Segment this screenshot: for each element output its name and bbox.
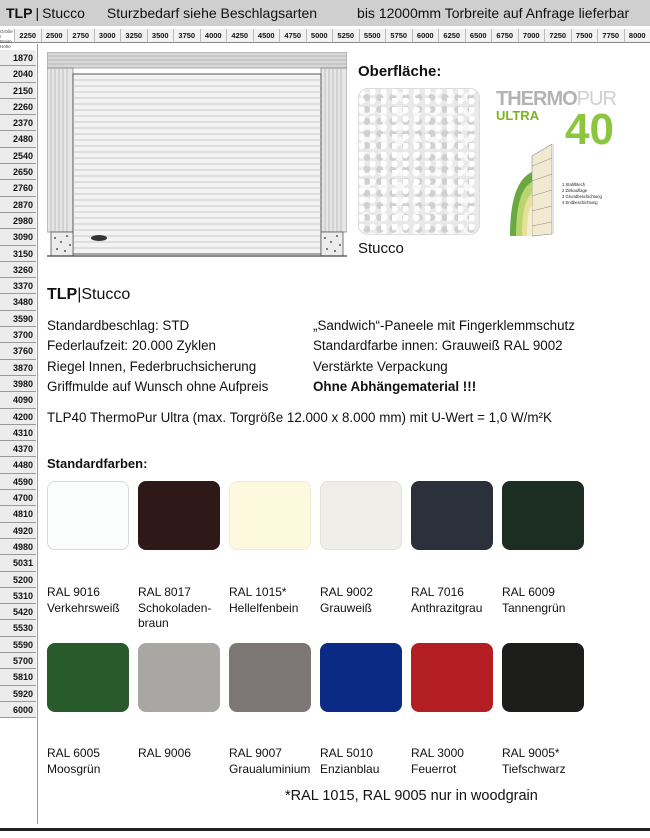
height-cell: 2540 xyxy=(0,148,36,164)
color-swatch xyxy=(229,481,311,550)
product-code: TLP xyxy=(47,286,78,303)
height-cell: 3150 xyxy=(0,246,36,262)
spec-sandwich-panels: „Sandwich“-Paneele mit Fingerklemmschutz xyxy=(313,318,575,333)
color-label xyxy=(502,585,565,616)
height-cell: 3760 xyxy=(0,343,36,359)
width-cell: 8000 xyxy=(624,29,650,43)
width-cell: 4500 xyxy=(253,29,280,43)
stucco-surface-sample xyxy=(358,88,480,235)
color-name: Tiefschwarz xyxy=(502,761,566,776)
color-label xyxy=(320,746,379,777)
color-swatch xyxy=(411,481,493,550)
layer-2-label: 2 Zinkauflage xyxy=(562,188,588,193)
width-cell: 6250 xyxy=(438,29,465,43)
width-cell: 4250 xyxy=(226,29,253,43)
width-cell: 2500 xyxy=(41,29,68,43)
color-code: RAL 7016 xyxy=(411,585,464,599)
height-cell: 3870 xyxy=(0,360,36,376)
color-label xyxy=(47,585,120,616)
color-swatch xyxy=(320,481,402,550)
height-cell: 4980 xyxy=(0,539,36,555)
color-name: Schokoladen- braun xyxy=(138,600,212,630)
color-label xyxy=(138,746,191,762)
color-label xyxy=(502,746,566,777)
width-cell: 5500 xyxy=(359,29,386,43)
width-cell: 5000 xyxy=(306,29,333,43)
standard-colors-title: Standardfarben: xyxy=(47,456,148,471)
height-cell: 5031 xyxy=(0,555,36,571)
height-cell: 2260 xyxy=(0,99,36,115)
width-cell: 4750 xyxy=(279,29,306,43)
panel-cross-section xyxy=(510,144,554,236)
header-surface: Stucco xyxy=(42,5,85,21)
width-cell: 7750 xyxy=(597,29,624,43)
color-label xyxy=(138,585,211,632)
color-label xyxy=(320,585,373,616)
color-label xyxy=(229,585,298,616)
height-cell: 4370 xyxy=(0,441,36,457)
height-cell: 3700 xyxy=(0,327,36,343)
spec-latch: Riegel Innen, Federbruchsicherung xyxy=(47,358,257,374)
height-cell: 1870 xyxy=(0,50,36,66)
height-cell: 3480 xyxy=(0,294,36,310)
color-name: Grauweiß xyxy=(320,600,373,615)
height-cell: 3590 xyxy=(0,311,36,327)
color-swatch xyxy=(229,643,311,712)
color-name: Anthrazitgrau xyxy=(411,600,483,615)
color-code: RAL 9005* xyxy=(502,746,560,760)
color-name: Graualuminium xyxy=(229,761,311,776)
width-cell: 3250 xyxy=(120,29,147,43)
thermopur-ultra-40-logo xyxy=(492,86,642,238)
header-lintel-note: Sturzbedarf siehe Beschlagsarten xyxy=(106,5,318,21)
width-header-row xyxy=(0,29,650,49)
width-cell: 3500 xyxy=(147,29,174,43)
color-code: RAL 6005 xyxy=(47,746,100,760)
color-name: Tannengrün xyxy=(502,600,566,615)
width-cell: 7250 xyxy=(544,29,571,43)
color-code: RAL 1015* xyxy=(229,585,287,599)
color-name: Feuerrot xyxy=(411,761,457,776)
color-code: RAL 3000 xyxy=(411,746,464,760)
height-cell: 6000 xyxy=(0,702,36,718)
spec-packaging: Verstärkte Verpackung xyxy=(313,358,448,374)
specs-right xyxy=(313,316,575,398)
height-cell: 2980 xyxy=(0,213,36,229)
height-cell: 3090 xyxy=(0,229,36,245)
product-title xyxy=(47,286,130,304)
color-label xyxy=(47,746,100,777)
color-code: RAL 9002 xyxy=(320,585,373,599)
width-cell: 6750 xyxy=(491,29,518,43)
layer-4-label: 4 Endbeschichtung xyxy=(562,200,598,205)
width-cell: 7500 xyxy=(571,29,598,43)
logo-number: 40 xyxy=(565,105,614,154)
product-surface: Stucco xyxy=(81,286,131,303)
color-swatch xyxy=(47,643,129,712)
height-cell: 2650 xyxy=(0,164,36,180)
height-cell: 2480 xyxy=(0,131,36,147)
header-code: TLP xyxy=(6,5,33,21)
width-cell: 7000 xyxy=(518,29,545,43)
door-illustration xyxy=(47,52,347,262)
height-cell: 4310 xyxy=(0,425,36,441)
color-label xyxy=(229,746,310,777)
width-cell: 2250 xyxy=(14,29,41,43)
logo-ultra: ULTRA xyxy=(496,108,540,123)
width-cell: 3000 xyxy=(94,29,121,43)
footnote: *RAL 1015, RAL 9005 nur in woodgrain xyxy=(285,788,538,804)
bottom-rule xyxy=(0,828,650,831)
color-name: Enzianblau xyxy=(320,761,380,776)
height-cell: 5310 xyxy=(0,588,36,604)
height-cell: 4590 xyxy=(0,474,36,490)
color-swatch xyxy=(411,643,493,712)
height-cell: 3980 xyxy=(0,376,36,392)
height-cell: 4480 xyxy=(0,457,36,473)
height-cell: 2370 xyxy=(0,115,36,131)
color-code: RAL 8017 xyxy=(138,585,191,599)
header-bar xyxy=(0,0,650,26)
height-cell: 5810 xyxy=(0,669,36,685)
color-swatch xyxy=(320,643,402,712)
color-swatch xyxy=(138,643,220,712)
surface-name: Stucco xyxy=(358,240,404,257)
width-cells xyxy=(14,29,650,43)
height-cell: 4700 xyxy=(0,490,36,506)
spec-standard-hardware: Standardbeschlag: STD xyxy=(47,318,190,333)
height-cell: 5420 xyxy=(0,604,36,620)
header-separator: | xyxy=(35,5,40,21)
color-swatch xyxy=(47,481,129,550)
width-cell: 3750 xyxy=(173,29,200,43)
width-cell: 4000 xyxy=(200,29,227,43)
color-label xyxy=(411,585,482,616)
corner-label: Größe / Breite Höhe xyxy=(0,29,13,49)
logo-pur: PUR xyxy=(576,88,616,110)
color-swatch xyxy=(138,481,220,550)
color-code: RAL 9006 xyxy=(138,746,191,760)
color-name: Moosgrün xyxy=(47,761,101,776)
width-cell: 5750 xyxy=(385,29,412,43)
height-column xyxy=(0,50,36,718)
surface-label: Oberfläche: xyxy=(358,63,442,80)
spec-no-hanging-material: Ohne Abhängematerial !!! xyxy=(313,379,477,395)
height-cell: 4090 xyxy=(0,392,36,408)
spec-spring-cycles: Federlaufzeit: 20.000 Zyklen xyxy=(47,338,216,354)
height-cell: 3370 xyxy=(0,278,36,294)
spec-inner-color: Standardfarbe innen: Grauweiß RAL 9002 xyxy=(313,338,563,354)
height-cell: 2040 xyxy=(0,66,36,82)
width-cell: 6500 xyxy=(465,29,492,43)
color-swatch xyxy=(502,481,584,550)
height-cell: 2760 xyxy=(0,180,36,196)
height-cell: 4810 xyxy=(0,506,36,522)
width-cell: 5250 xyxy=(332,29,359,43)
product-title-separator: | xyxy=(77,286,82,303)
height-cell: 3260 xyxy=(0,262,36,278)
height-cell: 5200 xyxy=(0,572,36,588)
layer-3-label: 3 Grundbeschichtung xyxy=(562,194,602,199)
header-availability: bis 12000mm Torbreite auf Anfrage lieferbar xyxy=(357,5,630,21)
height-cell: 5920 xyxy=(0,686,36,702)
height-cell: 4920 xyxy=(0,523,36,539)
logo-thermo: THERMO xyxy=(496,88,577,110)
color-code: RAL 6009 xyxy=(502,585,555,599)
column-divider xyxy=(37,44,38,824)
color-label xyxy=(411,746,464,777)
width-cell: 6000 xyxy=(412,29,439,43)
width-cell: 2750 xyxy=(67,29,94,43)
height-cell: 4200 xyxy=(0,409,36,425)
color-name: Verkehrsweiß xyxy=(47,600,120,615)
height-cell: 5590 xyxy=(0,637,36,653)
spec-handle: Griffmulde auf Wunsch ohne Aufpreis xyxy=(47,379,269,395)
layer-1-label: 1 Stahlblech xyxy=(562,182,586,187)
color-swatch xyxy=(502,643,584,712)
color-code: RAL 9007 xyxy=(229,746,282,760)
height-cell: 5530 xyxy=(0,620,36,636)
height-cell: 5700 xyxy=(0,653,36,669)
height-cell: 2870 xyxy=(0,197,36,213)
u-value-line: TLP40 ThermoPur Ultra (max. Torgröße 12.000 x 8.000 mm) mit U-Wert = 1,0 W/m²K xyxy=(47,410,552,425)
specs-left xyxy=(47,316,268,398)
height-cell: 2150 xyxy=(0,83,36,99)
color-name: Hellelfenbein xyxy=(229,600,299,615)
color-code: RAL 5010 xyxy=(320,746,373,760)
color-code: RAL 9016 xyxy=(47,585,100,599)
